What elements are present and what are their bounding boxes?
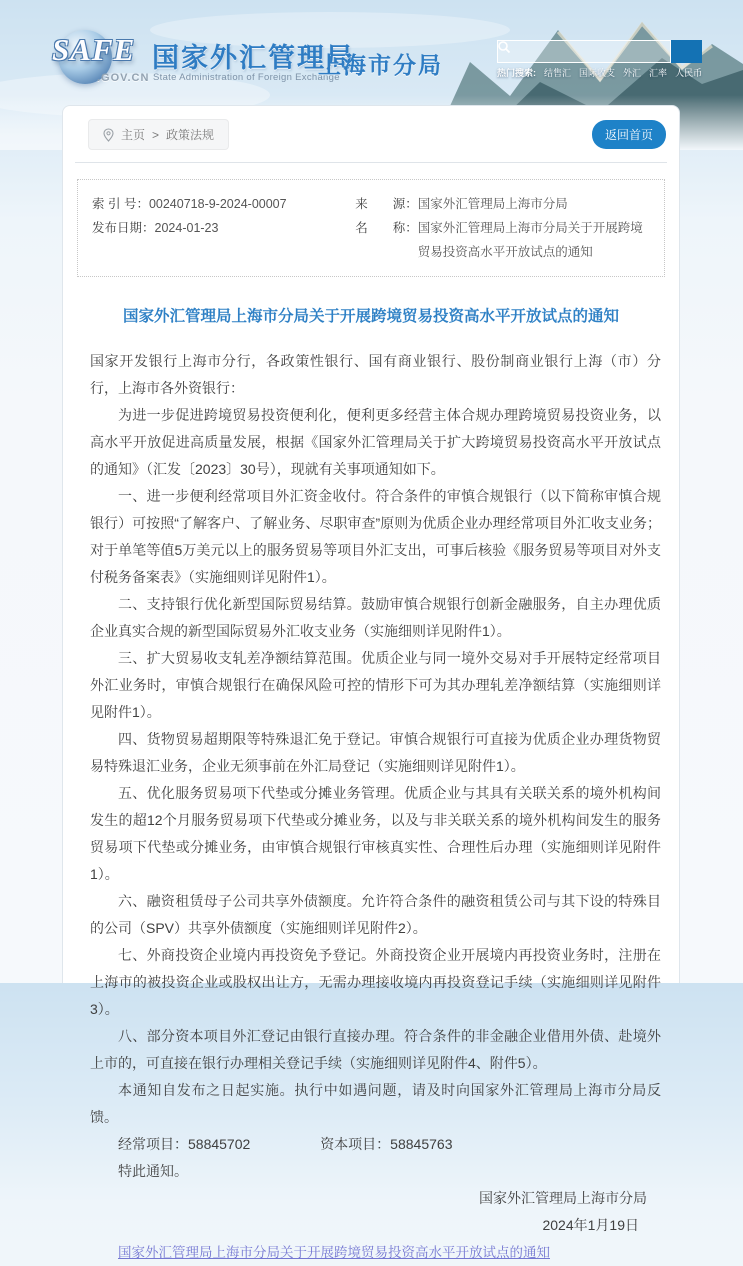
back-to-home-button[interactable]: 返回首页 bbox=[592, 120, 666, 149]
meta-source-label: 来 源： bbox=[355, 197, 418, 211]
paragraph: 本通知自发布之日起实施。执行中如遇问题，请及时向国家外汇管理局上海市分局反馈。 bbox=[90, 1082, 661, 1125]
attachment-row bbox=[90, 1239, 661, 1266]
document-body bbox=[63, 342, 679, 1266]
meta-date-row bbox=[92, 216, 355, 240]
salutation: 国家开发银行上海市分行，各政策性银行、国有商业银行、股份制商业银行上海（市）分行，上海市各外资银行： bbox=[90, 353, 661, 396]
hot-search-item[interactable]: 国际收支 bbox=[579, 68, 616, 78]
meta-name-value: 国家外汇管理局上海市分局关于开展跨境贸易投资高水平开放试点的通知 bbox=[417, 221, 643, 259]
paragraph: 一、进一步便利经常项目外汇资金收付。符合条件的审慎合规银行（以下简称审慎合规银行）可按照“了解客户、了解业务、尽职审查”原则为优质企业办理经常项目外汇收支业务；对于单笔等值5万美元以上的服务贸易等项目外汇支出，可事后核验《服务贸易等项目对外支付税务备案表》（实施细则详见附件1）。 bbox=[90, 488, 661, 585]
breadcrumb-row bbox=[63, 106, 679, 159]
gov-cn-label: .GOV.CN bbox=[97, 72, 150, 84]
meta-column-right bbox=[355, 192, 652, 264]
breadcrumb-separator: > bbox=[152, 127, 160, 142]
document-title: 国家外汇管理局上海市分局关于开展跨境贸易投资高水平开放试点的通知 bbox=[122, 308, 619, 325]
paragraph: 七、外商投资企业境内再投资免予登记。外商投资企业开展境内再投资业务时，注册在上海市的被投资企业或股权出让方，无需办理接收境内再投资登记手续（实施细则详见附件3）。 bbox=[90, 947, 661, 1017]
hot-search-label: 热门搜索: bbox=[497, 68, 536, 78]
meta-column-left bbox=[92, 192, 355, 264]
hot-search-item[interactable]: 外汇 bbox=[623, 68, 642, 78]
signature-date: 2024年1月19日 bbox=[542, 1217, 639, 1233]
breadcrumb bbox=[88, 119, 229, 150]
header-search bbox=[497, 40, 702, 63]
paragraph: 四、货物贸易超期限等特殊退汇免于登记。审慎合规银行可直接为优质企业办理货物贸易特殊退汇业务，企业无须事前在外汇局登记（实施细则详见附件1）。 bbox=[90, 731, 661, 774]
paragraph: 二、支持银行优化新型国际贸易结算。鼓励审慎合规银行创新金融服务，自主办理优质企业真实合规的新型国际贸易外汇收支业务（实施细则详见附件1）。 bbox=[90, 596, 661, 639]
hot-search-item[interactable]: 人民币 bbox=[675, 68, 703, 78]
meta-index-row bbox=[92, 192, 355, 216]
org-title-en: State Administration of Foreign Exchange bbox=[153, 72, 340, 83]
meta-name-label: 名 称： bbox=[355, 221, 418, 235]
meta-index-value: 00240718-9-2024-00007 bbox=[148, 197, 287, 211]
org-title-cn: 国家外汇管理局 bbox=[152, 43, 355, 73]
paragraph: 三、扩大贸易收支轧差净额结算范围。优质企业与同一境外交易对手开展特定经常项目外汇业务时，审慎合规银行在确保风险可控的情形下可为其办理轧差净额结算（实施细则详见附件1）。 bbox=[90, 650, 661, 720]
meta-name-row bbox=[355, 216, 652, 264]
meta-date-label: 发布日期： bbox=[92, 221, 155, 235]
contact-phones-row bbox=[90, 1131, 661, 1158]
meta-date-value: 2024-01-23 bbox=[154, 221, 219, 235]
hot-search-item[interactable]: 结售汇 bbox=[544, 68, 572, 78]
attachment-link[interactable]: 国家外汇管理局上海市分局关于开展跨境贸易投资高水平开放试点的通知 bbox=[118, 1245, 550, 1260]
hot-search-item[interactable]: 汇率 bbox=[649, 68, 668, 78]
signature-org: 国家外汇管理局上海市分局 bbox=[479, 1190, 647, 1206]
content-card bbox=[62, 105, 680, 1260]
search-button[interactable] bbox=[671, 40, 702, 63]
meta-source-value: 国家外汇管理局上海市分局 bbox=[417, 197, 568, 211]
current-account-phone: 经常项目：58845702 bbox=[118, 1136, 251, 1152]
paragraph: 五、优化服务贸易项下代垫或分摊业务管理。优质企业与其具有关联关系的境外机构间发生的超12个月服务贸易项下代垫或分摊业务，以及与非关联关系的境外机构间发生的服务贸易项下代垫或分摊业务，由审慎合规银行审核真实性、合理性后办理（实施细则详见附件1）。 bbox=[90, 785, 661, 882]
branch-title: 上海市分局 bbox=[318, 52, 443, 78]
search-input[interactable] bbox=[497, 40, 671, 63]
meta-source-row bbox=[355, 192, 652, 216]
document-meta-box bbox=[77, 179, 665, 277]
paragraph: 八、部分资本项目外汇登记由银行直接办理。符合条件的非金融企业借用外债、赴境外上市的，可直接在银行办理相关登记手续（实施细则详见附件4、附件5）。 bbox=[90, 1028, 661, 1071]
closing-line: 特此通知。 bbox=[118, 1163, 188, 1179]
safe-logo-text: SAFE bbox=[52, 32, 136, 67]
breadcrumb-current: 政策法规 bbox=[166, 128, 215, 142]
capital-account-phone: 资本项目：58845763 bbox=[320, 1136, 453, 1152]
breadcrumb-home-link[interactable]: 主页 bbox=[121, 128, 146, 142]
paragraph: 为进一步促进跨境贸易投资便利化，便利更多经营主体合规办理跨境贸易投资业务，以高水平开放促进高质量发展，根据《国家外汇管理局关于扩大跨境贸易投资高水平开放试点的通知》（汇发〔2023〕30号），现就有关事项通知如下。 bbox=[90, 407, 661, 477]
breadcrumb-divider bbox=[75, 162, 667, 163]
hot-search-bar bbox=[497, 66, 702, 79]
meta-index-label: 索 引 号： bbox=[92, 197, 149, 211]
paragraph: 六、融资租赁母子公司共享外债额度。允许符合条件的融资租赁公司与其下设的特殊目的公司（SPV）共享外债额度（实施细则详见附件2）。 bbox=[90, 893, 661, 936]
location-pin-icon bbox=[103, 128, 114, 142]
